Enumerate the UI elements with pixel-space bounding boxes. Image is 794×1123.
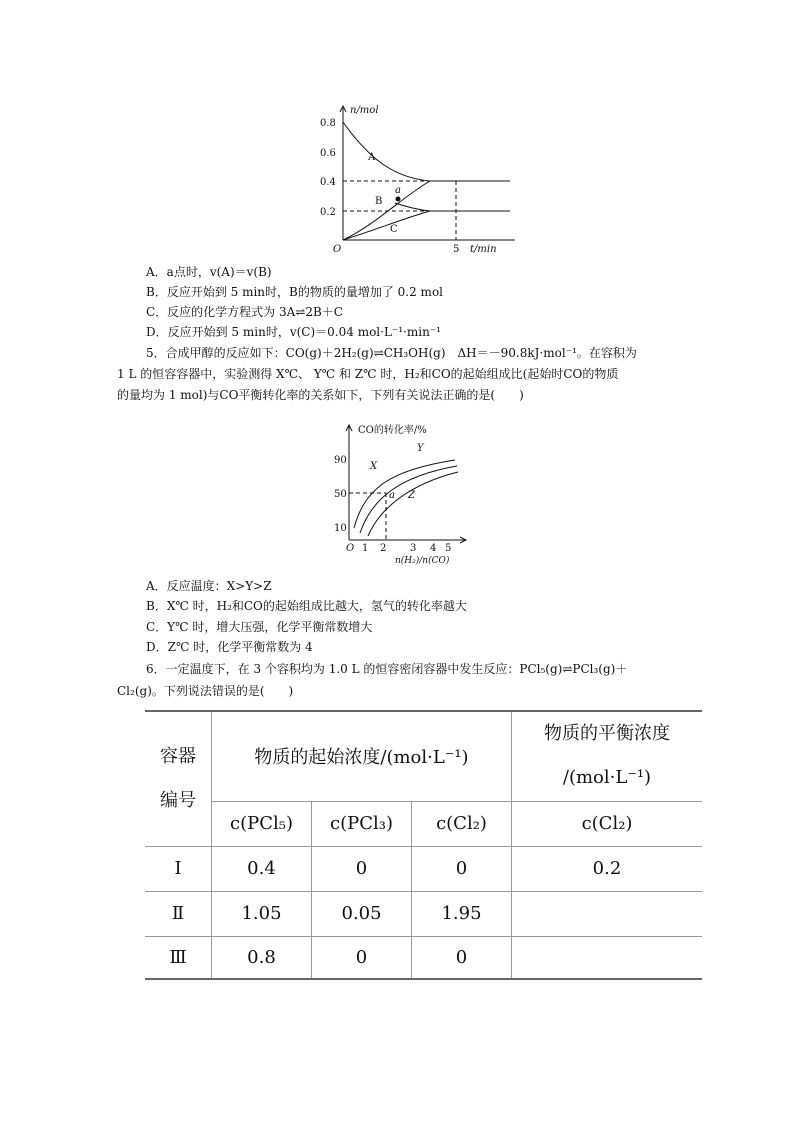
header-container-id: 容器 编号 (145, 711, 212, 846)
q6-stem: 6．一定温度下，在 3 个容积均为 1.0 L 的恒容密闭容器中发生反应：PCl₅(g)⇌PCl₃(g)＋ (146, 662, 628, 676)
cell: 1.05 (212, 891, 312, 936)
svg-text:0.2: 0.2 (320, 207, 336, 218)
svg-text:B: B (375, 196, 383, 207)
q6-stem: Cl₂(g)。下列说法错误的是( ) (117, 684, 294, 698)
svg-text:1: 1 (362, 543, 369, 554)
svg-text:90: 90 (334, 455, 347, 466)
q5-option-a: A．反应温度：X>Y>Z (146, 579, 272, 593)
curve-z (368, 472, 458, 536)
svg-text:CO的转化率/%: CO的转化率/% (358, 425, 427, 436)
cell: Ⅰ (145, 846, 212, 891)
svg-text:C: C (390, 224, 398, 235)
svg-text:a: a (389, 490, 395, 501)
svg-text:X: X (370, 461, 378, 472)
cell: 1.95 (412, 891, 512, 936)
cell: Ⅱ (145, 891, 212, 936)
curve-a (343, 122, 430, 181)
cell (512, 891, 703, 936)
concentration-table (145, 710, 702, 980)
cell: 0 (312, 936, 412, 979)
table-row (145, 891, 702, 936)
figure-co-conversion (330, 418, 500, 566)
svg-text:n/mol: n/mol (350, 105, 379, 116)
cell: 0.05 (312, 891, 412, 936)
cell: 0.8 (212, 936, 312, 979)
svg-text:n(H₂)/n(CO): n(H₂)/n(CO) (395, 556, 450, 566)
cell: 0.4 (212, 846, 312, 891)
svg-text:0.6: 0.6 (320, 148, 336, 159)
svg-text:O: O (333, 244, 342, 255)
svg-text:5: 5 (453, 244, 460, 255)
svg-text:4: 4 (430, 543, 437, 554)
svg-text:5: 5 (445, 543, 452, 554)
cell: 0.2 (512, 846, 703, 891)
q5-option-b: B．X℃ 时，H₂和CO的起始组成比越大，氢气的转化率越大 (146, 599, 467, 613)
header-start-conc: 物质的起始浓度/(mol·L⁻¹) (212, 711, 512, 801)
cell: 0 (312, 846, 412, 891)
header-eq-conc: 物质的平衡浓度 /(mol·L⁻¹) (512, 711, 703, 801)
svg-text:3: 3 (410, 543, 417, 554)
figure-mole-vs-time (300, 100, 530, 260)
cell (512, 936, 703, 979)
q5-stem: 1 L 的恒容容器中，实验测得 X℃、 Y℃ 和 Z℃ 时，H₂和CO的起始组成比(起始时CO的物质 (117, 367, 619, 381)
svg-text:10: 10 (334, 523, 347, 534)
svg-text:O: O (346, 543, 355, 554)
q4-option-b: B．反应开始到 5 min时，B的物质的量增加了 0.2 mol (146, 285, 444, 299)
svg-text:2: 2 (380, 543, 387, 554)
svg-text:Y: Y (417, 443, 424, 454)
curve-a-tail (395, 203, 510, 211)
subheader: c(Cl₂) (512, 801, 703, 846)
q5-stem: 5．合成甲醇的反应如下：CO(g)＋2H₂(g)⇌CH₃OH(g) ΔH＝－90.8kJ·mol⁻¹。在容积为 (146, 346, 637, 360)
svg-text:50: 50 (334, 489, 347, 500)
q4-option-d: D．反应开始到 5 min时，v(C)＝0.04 mol·L⁻¹·min⁻¹ (146, 325, 441, 339)
q4-option-c: C．反应的化学方程式为 3A⇌2B＋C (146, 305, 343, 319)
svg-text:0.8: 0.8 (320, 118, 336, 129)
q5-stem: 的量均为 1 mol)与CO平衡转化率的关系如下，下列有关说法正确的是( ) (117, 388, 524, 402)
cell: Ⅲ (145, 936, 212, 979)
q5-option-d: D．Z℃ 时，化学平衡常数为 4 (146, 640, 313, 654)
q5-option-c: C．Y℃ 时，增大压强，化学平衡常数增大 (146, 620, 373, 634)
svg-text:a: a (395, 185, 401, 196)
subheader: c(PCl₅) (212, 801, 312, 846)
cell: 0 (412, 936, 512, 979)
q4-option-a: A．a点时，v(A)＝v(B) (146, 265, 272, 279)
subheader: c(PCl₃) (312, 801, 412, 846)
table-row (145, 936, 702, 979)
cell: 0 (412, 846, 512, 891)
svg-text:0.4: 0.4 (320, 177, 336, 188)
subheader: c(Cl₂) (412, 801, 512, 846)
curve-c (343, 211, 430, 240)
svg-text:Z: Z (408, 490, 415, 501)
svg-text:t/min: t/min (470, 244, 497, 255)
svg-text:A: A (368, 152, 376, 163)
table-row (145, 846, 702, 891)
